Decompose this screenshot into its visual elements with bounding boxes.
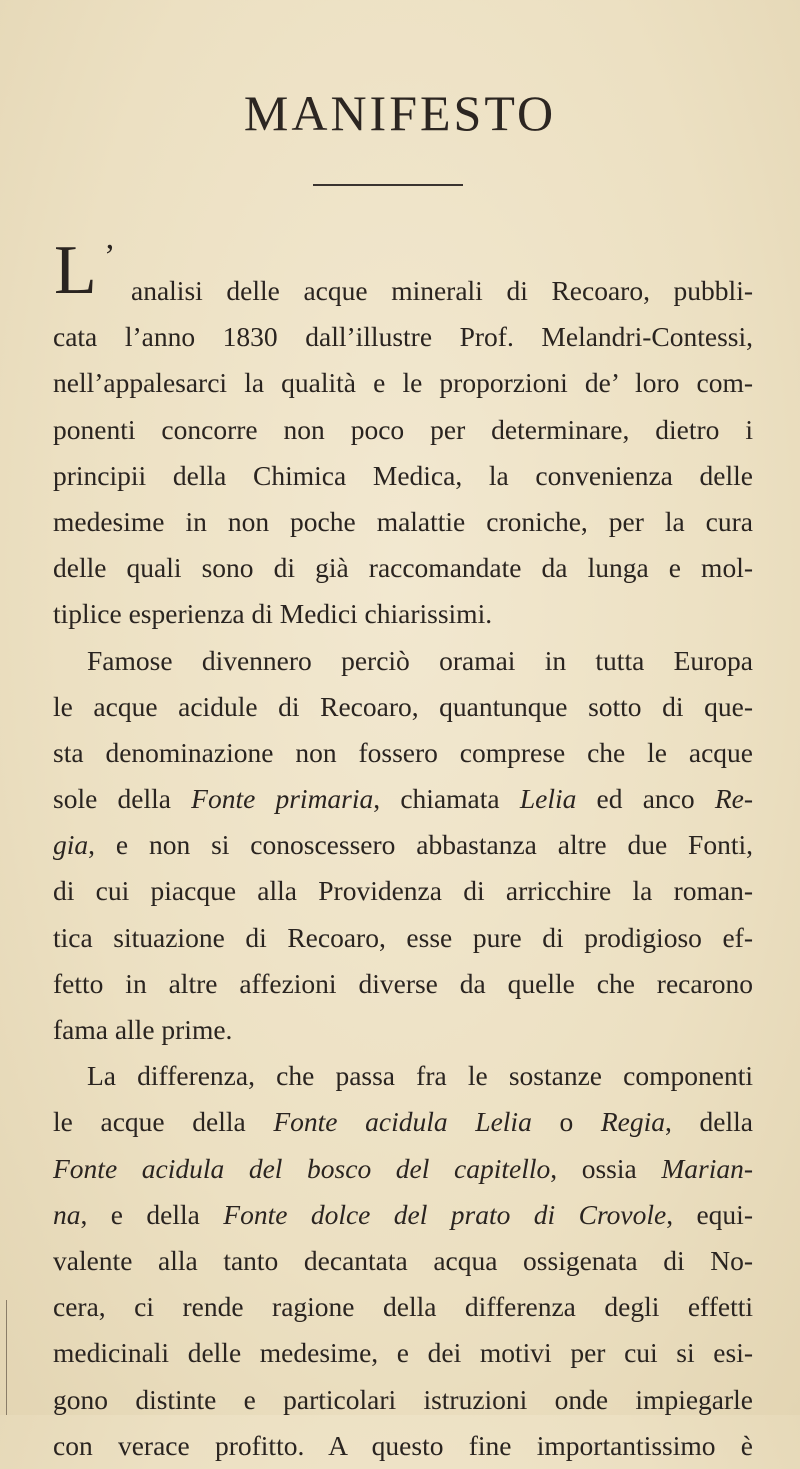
text-line: di cui piacque alla Providenza di arricchire la roman-	[53, 875, 753, 907]
text-line: con verace profitto. A questo fine importantissimo è	[53, 1429, 753, 1461]
text-line: medesime in non poche malattie croniche, per la cura	[53, 505, 753, 537]
text-line: sole della Fonte primaria, chiamata Lelia ed anco Re-	[53, 783, 753, 815]
text-line: le acque della Fonte acidula Lelia o Regia, della	[53, 1106, 753, 1138]
text-line: principii della Chimica Medica, la convenienza delle	[53, 459, 753, 491]
text-line: tica situazione di Recoaro, esse pure di prodigioso ef-	[53, 921, 753, 953]
text-line: Fonte acidula del bosco del capitello, ossia Marian-	[53, 1152, 753, 1184]
page-title: MANIFESTO	[243, 85, 557, 141]
text-line: La differenza, che passa fra le sostanze componenti	[87, 1060, 753, 1092]
text-line: le acque acidule di Recoaro, quantunque sotto di que-	[53, 690, 753, 722]
text-line: ponenti concorre non poco per determinare, dietro i	[53, 413, 753, 445]
text-line: nell’appalesarci la qualità e le proporzioni de’ loro com-	[53, 367, 753, 399]
text-line: gia, e non si conoscessero abbastanza altre due Fonti,	[53, 829, 753, 861]
text-line: sta denominazione non fossero comprese che le acque	[53, 736, 753, 768]
drop-cap-apostrophe: ’	[104, 238, 116, 275]
text-line: medicinali delle medesime, e dei motivi per cui si esi-	[53, 1337, 753, 1369]
text-line: gono distinte e particolari istruzioni onde impiegarle	[53, 1383, 753, 1415]
text-line: cera, ci rende ragione della differenza degli effetti	[53, 1291, 753, 1323]
text-line: Famose divennero perciò oramai in tutta Europa	[87, 644, 753, 676]
text-line: fetto in altre affezioni diverse da quelle che recarono	[53, 967, 753, 999]
drop-cap: L	[54, 232, 97, 309]
text-line: delle quali sono di già raccomandate da lunga e mol-	[53, 552, 753, 584]
text-line: valente alla tanto decantata acqua ossigenata di No-	[53, 1244, 753, 1276]
text-line: tiplice esperienza di Medici chiarissimi.	[53, 598, 493, 630]
page-edge-mark	[6, 1300, 7, 1415]
body-text	[53, 268, 753, 1469]
text-line: analisi delle acque minerali di Recoaro, pubbli-	[131, 275, 753, 306]
title-rule	[313, 184, 463, 186]
text-line: na, e della Fonte dolce del prato di Crovole, equi-	[53, 1198, 753, 1230]
text-line: fama alle prime.	[53, 1014, 233, 1045]
text-line: cata l’anno 1830 dall’illustre Prof. Melandri-Contessi,	[53, 321, 753, 353]
